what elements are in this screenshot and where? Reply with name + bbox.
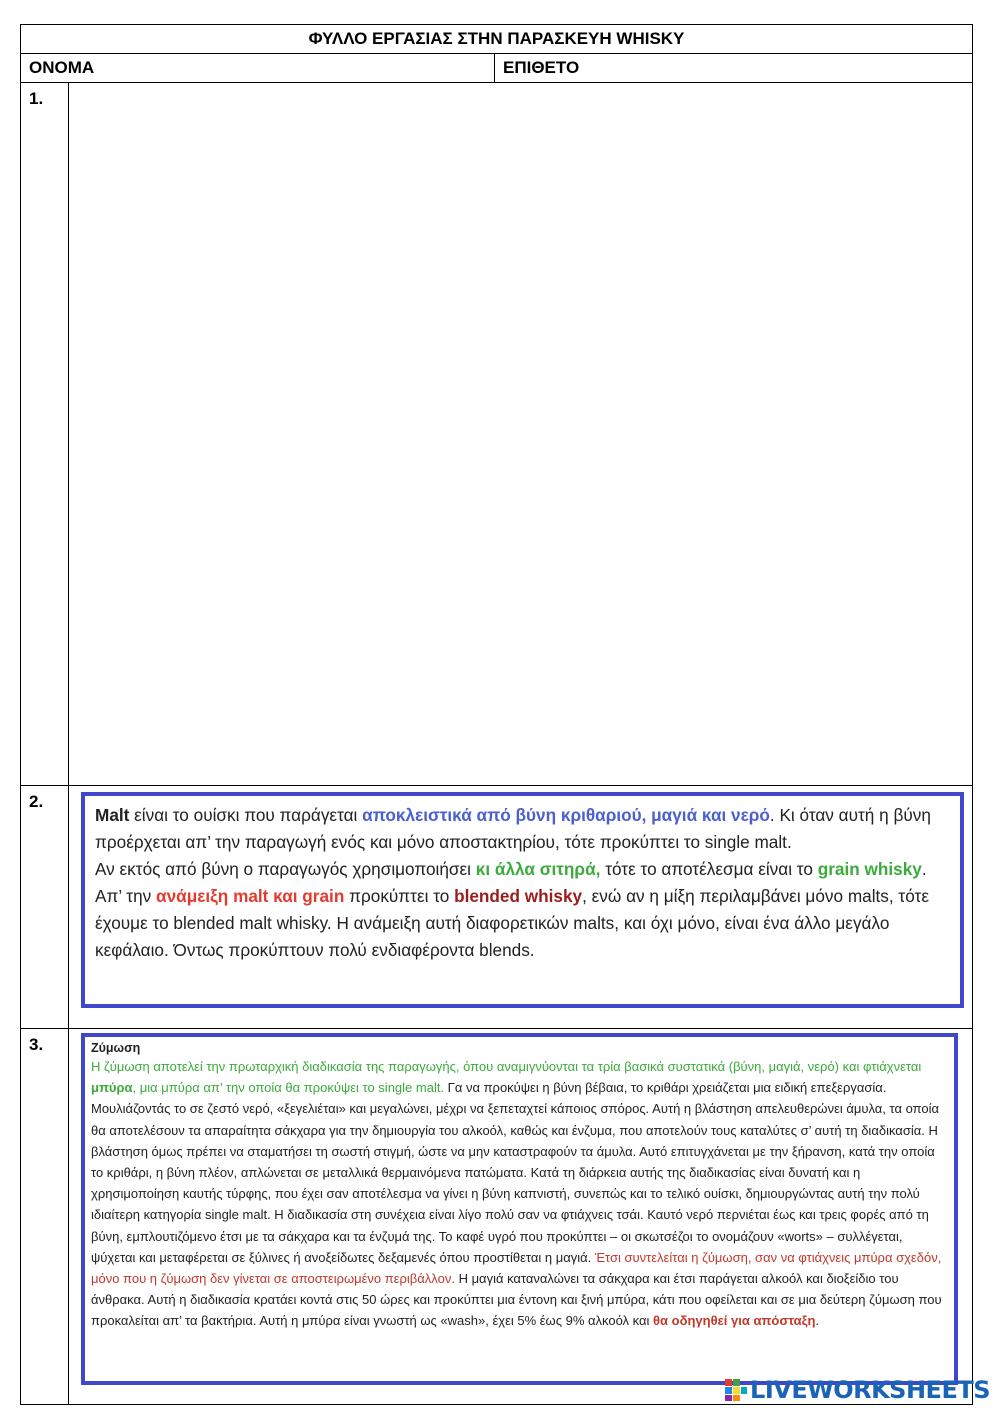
- liveworksheets-brand[interactable]: [724, 1375, 990, 1405]
- liveworksheets-logo-icon: [724, 1378, 748, 1402]
- section-3-cell: [69, 1029, 973, 1405]
- name-label: ΟΝΟΜΑ: [21, 54, 495, 83]
- text-fragment: .: [815, 1313, 820, 1329]
- fermentation-text-box: [81, 1033, 958, 1385]
- text-fragment: Απ’ την: [95, 886, 156, 906]
- text-green-bold: μπύρα: [91, 1080, 133, 1096]
- worksheet-title: ΦΥΛΛΟ ΕΡΓΑΣΙΑΣ ΣΤΗΝ ΠΑΡΑΣΚΕΥΗ WHISKY: [21, 25, 973, 54]
- text-grain-whisky: grain whisky: [817, 859, 922, 879]
- text-highlight-blue: αποκλειστικά από βύνη κριθαριού, μαγιά και νερό: [362, 805, 770, 825]
- malt-text-box: [81, 792, 964, 1008]
- liveworksheets-wordmark: LIVEWORKSHEETS: [750, 1376, 990, 1404]
- text-blended-whisky: blended whisky: [454, 886, 583, 906]
- text-red-bold: θα οδηγηθεί για απόσταξη: [653, 1313, 816, 1329]
- answer-area-1[interactable]: [69, 83, 973, 786]
- worksheet-table: [20, 24, 973, 1405]
- text-red: Έτσι συντελείται η ζύμωση, σαν να φτιάχνεις μπύρα σχεδόν, μόνο που η ζύμωση δεν γίνεται σε αποστειρωμένο περιβάλλον.: [91, 1249, 942, 1287]
- fermentation-heading: Ζύμωση: [91, 1041, 141, 1055]
- text-fragment: Γα να προκύψει η βύνη βέβαια, το κριθάρι χρειάζεται μια ειδική επεξεργασία. Μουλιάζοντάς το σε ζεστό νερό, «ξεγελιέται» και μεγαλώνει, μέχρι να ξεπεταχτεί κάποιος σπόρος. Αυτή η βλάστηση απελευθερώνει άμυλα, τα οποία θα αποτελέσουν τα απαραίτητα σάκχαρα για την δημιουργία του αλκοόλ, καθώς και ένζυμα, που αποτελούν τους καταλύτες σ’ αυτή τη διαδικασία. Η βλάστηση όμως πρέπει να σταματήσει τη σωστή στιγμή, ώστε να μην καταστραφούν τα άμυλα. Αυτό επιτυγχάνεται με την ξήρανση, κατά την οποία το κριθάρι, η βύνη πλέον, απλώνεται σε μεταλλικά θερμαινόμενα πατώματα. Κατά τη διάρκεια αυτής της διαδικασίας είναι δυνατή και η χρησιμοποίηση καυτής τύρφης, που έχει σαν αποτέλεσμα να γίνει η βύνη καπνιστή, συνεπώς και το τελικό ουίσκι, δημιουργώντας αυτή την πολύ ιδιαίτερη κατηγορία single malt. Η διαδικασία στη συνέχεια είναι λίγο πολύ σαν να φτιάχνεις τσάι. Καυτό νερό περνιέται έως και τρεις φορές από τη βύνη, εμπλουτιζόμενο έτσι με τα σάκχαρα και τα ένζυμά της. Το καφέ υγρό που προκύπτει – οι σκωτσέζοι το ονομάζουν «worts» – συλλέγεται, ψύχεται και μεταφέρεται σε ξύλινες ή ανοξείδωτες δεξαμενές όπου προστίθεται η μαγιά.: [91, 1080, 940, 1265]
- text-fragment: . Κι όταν αυτή η βύνη προέρχεται απ’ την παραγωγή ενός και μόνο αποστακτηρίου, τότε προκύπτει το single malt.: [95, 805, 931, 852]
- text-green: , μια μπύρα απ’ την οποία θα προκύψει το single malt.: [132, 1080, 445, 1096]
- text-fragment: Αν εκτός από βύνη ο παραγωγός χρησιμοποιήσει: [95, 859, 476, 879]
- text-malt: Malt: [95, 805, 130, 825]
- text-highlight-red: ανάμειξη malt και grain: [156, 886, 345, 906]
- text-highlight-green: κι άλλα σιτηρά,: [475, 859, 601, 879]
- text-fragment: προκύπτει το: [344, 886, 455, 906]
- text-fragment: είναι το ουίσκι που παράγεται: [129, 805, 363, 825]
- section-2-cell: [69, 786, 973, 1029]
- text-fragment: , ενώ αν η μίξη περιλαμβάνει μόνο malts, τότε έχουμε το blended malt whisky. Η ανάμειξη αυτή διαφορετικών malts, και όχι μόνο, είναι ένα άλλο μεγάλο κεφάλαιο. Όντως προκύπτουν πολύ ενδιαφέροντα blends.: [95, 886, 929, 960]
- row-number-3: 3.: [21, 1029, 69, 1405]
- text-fragment: Η μαγιά καταναλώνει τα σάκχαρα και έτσι παράγεται αλκοόλ και διοξείδιο του άνθρακα. Αυτή η διαδικασία κρατάει κοντά στις 50 ώρες και προκύπτει μια έντονη και ξινή μπύρα, κάτι που οφείλεται και σε μια δεύτερη ζύμωση που προκαλείται απ’ τα βακτήρια. Αυτή η μπύρα είναι γνωστή ως «wash», έχει 5% έως 9% αλκοόλ και: [91, 1271, 942, 1329]
- text-fragment: τότε το αποτέλεσμα είναι το: [600, 859, 818, 879]
- row-number-2: 2.: [21, 786, 69, 1029]
- text-fragment: .: [921, 859, 927, 879]
- surname-label: ΕΠΙΘΕΤΟ: [495, 54, 973, 83]
- text-green: Η ζύμωση αποτελεί την πρωταρχική διαδικασία της παραγωγής, όπου αναμιγνύονται τα τρία βασικά συστατικά (βύνη, μαγιά, νερό) και φτιάχνεται: [91, 1059, 922, 1074]
- row-number-1: 1.: [21, 83, 69, 786]
